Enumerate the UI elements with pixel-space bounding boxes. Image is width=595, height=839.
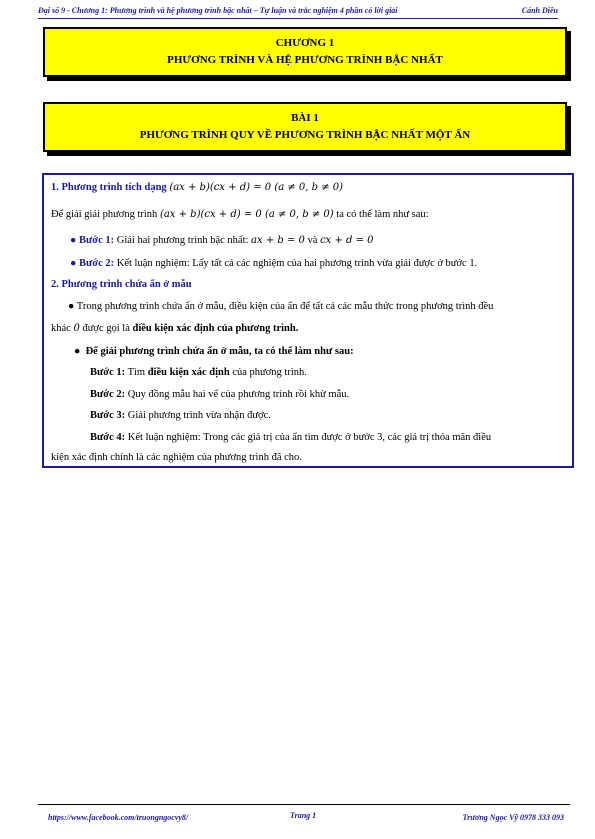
- section-1-step-1: ● Bước 1: Giải hai phương trình bậc nhất: ax + b = 0 và cx + d = 0: [70, 235, 374, 246]
- page-number: Trang 1: [290, 811, 317, 820]
- chapter-number: CHƯƠNG 1: [275, 37, 335, 49]
- chapter-banner: [43, 27, 567, 77]
- author-contact: Trương Ngọc Vỹ 0978 333 093: [462, 813, 564, 822]
- lesson-banner: [43, 102, 567, 152]
- section-2-step-1: Bước 1: Tìm điều kiện xác định của phương trình.: [90, 367, 307, 378]
- section-1-intro: Để giải giải phương trình (ax + b)(cx + d) = 0 (a ≠ 0, b ≠ 0) ta có thể làm như sau:: [51, 209, 429, 220]
- section-1-step-2: ● Bước 2: Kết luận nghiệm: Lấy tất cả các nghiệm của hai phương trình vừa giải được ở bước 1.: [70, 258, 478, 269]
- header-title: Đại số 9 - Chương 1: Phương trình và hệ phương trình bậc nhất – Tự luận và trắc nghiệm 4 phần có lời giải: [38, 6, 398, 15]
- section-2-step-4-continued: kiện xác định chính là các nghiệm của phương trình đã cho.: [51, 452, 302, 463]
- section-2-paragraph-2: khác 0 được gọi là điều kiện xác định của phương trình.: [51, 323, 299, 334]
- section-2-heading: 2. Phương trình chứa ẩn ở mẫu: [51, 279, 192, 290]
- section-2-method-heading: ● Để giải phương trình chứa ẩn ở mẫu, ta có thể làm như sau:: [74, 346, 354, 357]
- chapter-title: PHƯƠNG TRÌNH VÀ HỆ PHƯƠNG TRÌNH BẬC NHẤT: [167, 54, 443, 66]
- lesson-number: BÀI 1: [291, 112, 319, 124]
- theory-box: [42, 173, 574, 468]
- section-1-heading: 1. Phương trình tích dạng (ax + b)(cx + d) = 0 (a ≠ 0, b ≠ 0): [51, 182, 344, 193]
- section-2-step-2: Bước 2: Quy đồng mẫu hai vế của phương trình rồi khử mẫu.: [90, 389, 350, 400]
- section-2-step-4: Bước 4: Kết luận nghiệm: Trong các giá trị của ẩn tìm được ở bước 3, các giá trị thỏa mãn điều: [90, 432, 492, 443]
- section-2-step-3: Bước 3: Giải phương trình vừa nhận được.: [90, 410, 271, 421]
- section-1-formula: (ax + b)(cx + d) = 0 (a ≠ 0, b ≠ 0): [169, 182, 344, 193]
- page-footer: [38, 804, 570, 825]
- lesson-title: PHƯƠNG TRÌNH QUY VỀ PHƯƠNG TRÌNH BẬC NHẤT MỘT ẨN: [139, 129, 471, 141]
- page-header: [38, 6, 558, 19]
- section-2-paragraph-1: ● Trong phương trình chứa ẩn ở mẫu, điều kiện của ẩn để tất cả các mẫu thức trong phương trình đều: [68, 301, 494, 312]
- facebook-link[interactable]: https://www.facebook.com/truongngocvy8/: [48, 813, 189, 822]
- header-series: Cánh Diều: [521, 6, 558, 15]
